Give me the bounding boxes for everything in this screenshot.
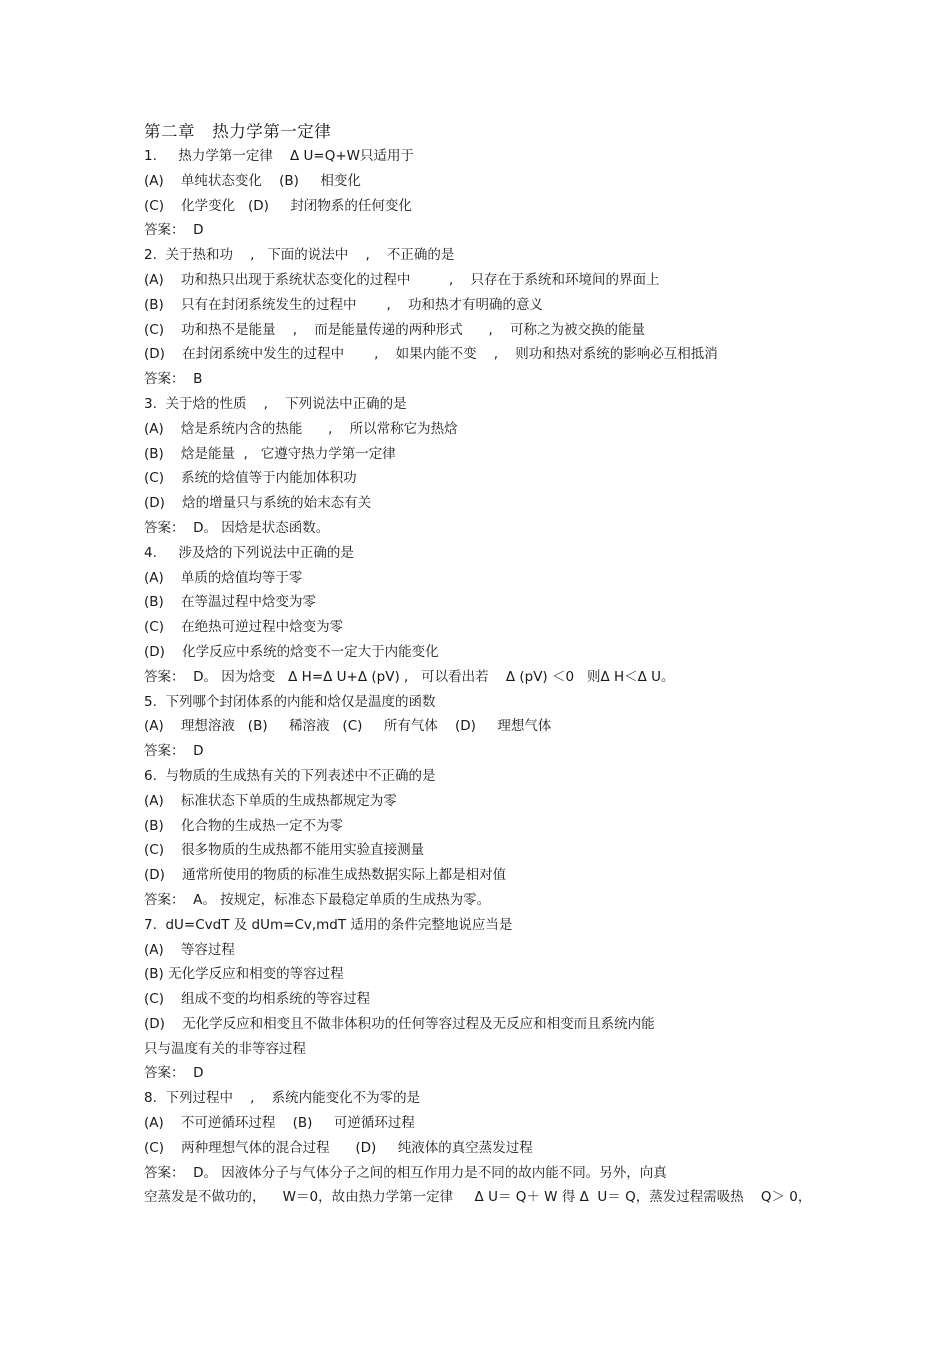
text-line: 答案： D。 因焓是状态函数。 [144, 519, 330, 536]
text-line: 7. dU=CvdT 及 dUm=Cv,mdT 适用的条件完整地说应当是 [144, 916, 513, 933]
text-line: (D) 无化学反应和相变且不做非体积功的任何等容过程及无反应和相变而且系统内能 [144, 1015, 655, 1032]
text-line: (B) 无化学反应和相变的等容过程 [144, 966, 344, 983]
text-line: 5. 下列哪个封闭体系的内能和焓仅是温度的函数 [144, 693, 436, 710]
text-line: 6. 与物质的生成热有关的下列表述中不正确的是 [144, 767, 436, 784]
text-line: (A) 理想溶液 (B) 稀溶液 (C) 所有气体 (D) 理想气体 [144, 718, 552, 735]
text-line: 答案： D。 因为焓变 Δ H=Δ U+Δ (pV) , 可以看出若 Δ (pV) ＜0 则Δ H＜Δ U。 [144, 668, 675, 685]
text-line: (B) 焓是能量 , 它遵守热力学第一定律 [144, 445, 396, 462]
text-line: 8. 下列过程中 , 系统内能变化不为零的是 [144, 1090, 421, 1107]
text-line: (D) 焓的增量只与系统的始末态有关 [144, 495, 372, 512]
text-line: 答案： D [144, 743, 204, 760]
text-line: (A) 焓是系统内含的热能 , 所以常称它为热焓 [144, 420, 458, 437]
text-line: (D) 通常所使用的物质的标准生成热数据实际上都是相对值 [144, 867, 507, 884]
text-line: (C) 组成不变的均相系统的等容过程 [144, 991, 371, 1008]
text-line: 答案： B [144, 371, 203, 388]
text-line: 4. 涉及焓的下列说法中正确的是 [144, 544, 354, 561]
text-line: 答案： A。 按规定，标准态下最稳定单质的生成热为零。 [144, 891, 491, 908]
text-line: (A) 单质的焓值均等于零 [144, 569, 303, 586]
text-line: (A) 等容过程 [144, 941, 235, 958]
text-line: (A) 功和热只出现于系统状态变化的过程中 , 只存在于系统和环境间的界面上 [144, 271, 660, 288]
text-line: (A) 不可逆循环过程 (B) 可逆循环过程 [144, 1115, 415, 1132]
text-line: (C) 化学变化 (D) 封闭物系的任何变化 [144, 197, 412, 214]
text-line: 空蒸发是不做功的， W＝0，故由热力学第一定律 Δ U＝ Q＋ W 得 Δ U＝ Q，蒸发过程需吸热 Q＞ 0， [144, 1189, 812, 1206]
text-line: 答案： D [144, 1065, 204, 1082]
text-line: (D) 在封闭系统中发生的过程中 , 如果内能不变 , 则功和热对系统的影响必互相抵消 [144, 346, 718, 363]
text-line: (C) 很多物质的生成热都不能用实验直接测量 [144, 842, 425, 859]
text-line: 答案： D [144, 222, 204, 239]
text-line: (C) 两种理想气体的混合过程 (D) 纯液体的真空蒸发过程 [144, 1139, 533, 1156]
text-line: 1. 热力学第一定律 Δ U=Q+W只适用于 [144, 148, 415, 164]
text-line: (C) 功和热不是能量 , 而是能量传递的两种形式 , 可称之为被交换的能量 [144, 321, 645, 338]
text-line: (C) 系统的焓值等于内能加体积功 [144, 470, 357, 487]
text-line: (B) 只有在封闭系统发生的过程中 , 功和热才有明确的意义 [144, 296, 543, 313]
text-line: 答案： D。 因液体分子与气体分子之间的相互作用力是不同的故内能不同。另外，向真 [144, 1164, 667, 1181]
text-line: (B) 在等温过程中焓变为零 [144, 594, 316, 611]
text-line: (B) 化合物的生成热一定不为零 [144, 817, 343, 834]
chapter-title: 第二章 热力学第一定律 [144, 122, 332, 141]
text-line: 只与温度有关的非等容过程 [144, 1040, 306, 1057]
question-text-body [144, 144, 824, 1210]
text-line: 3. 关于焓的性质 , 下列说法中正确的是 [144, 395, 407, 412]
text-line: (D) 化学反应中系统的焓变不一定大于内能变化 [144, 643, 439, 660]
text-line: 2. 关于热和功 , 下面的说法中 , 不正确的是 [144, 247, 455, 264]
text-line: (C) 在绝热可逆过程中焓变为零 [144, 619, 344, 636]
text-line: (A) 标准状态下单质的生成热都规定为零 [144, 792, 397, 809]
text-line: (A) 单纯状态变化 (B) 相变化 [144, 172, 361, 189]
